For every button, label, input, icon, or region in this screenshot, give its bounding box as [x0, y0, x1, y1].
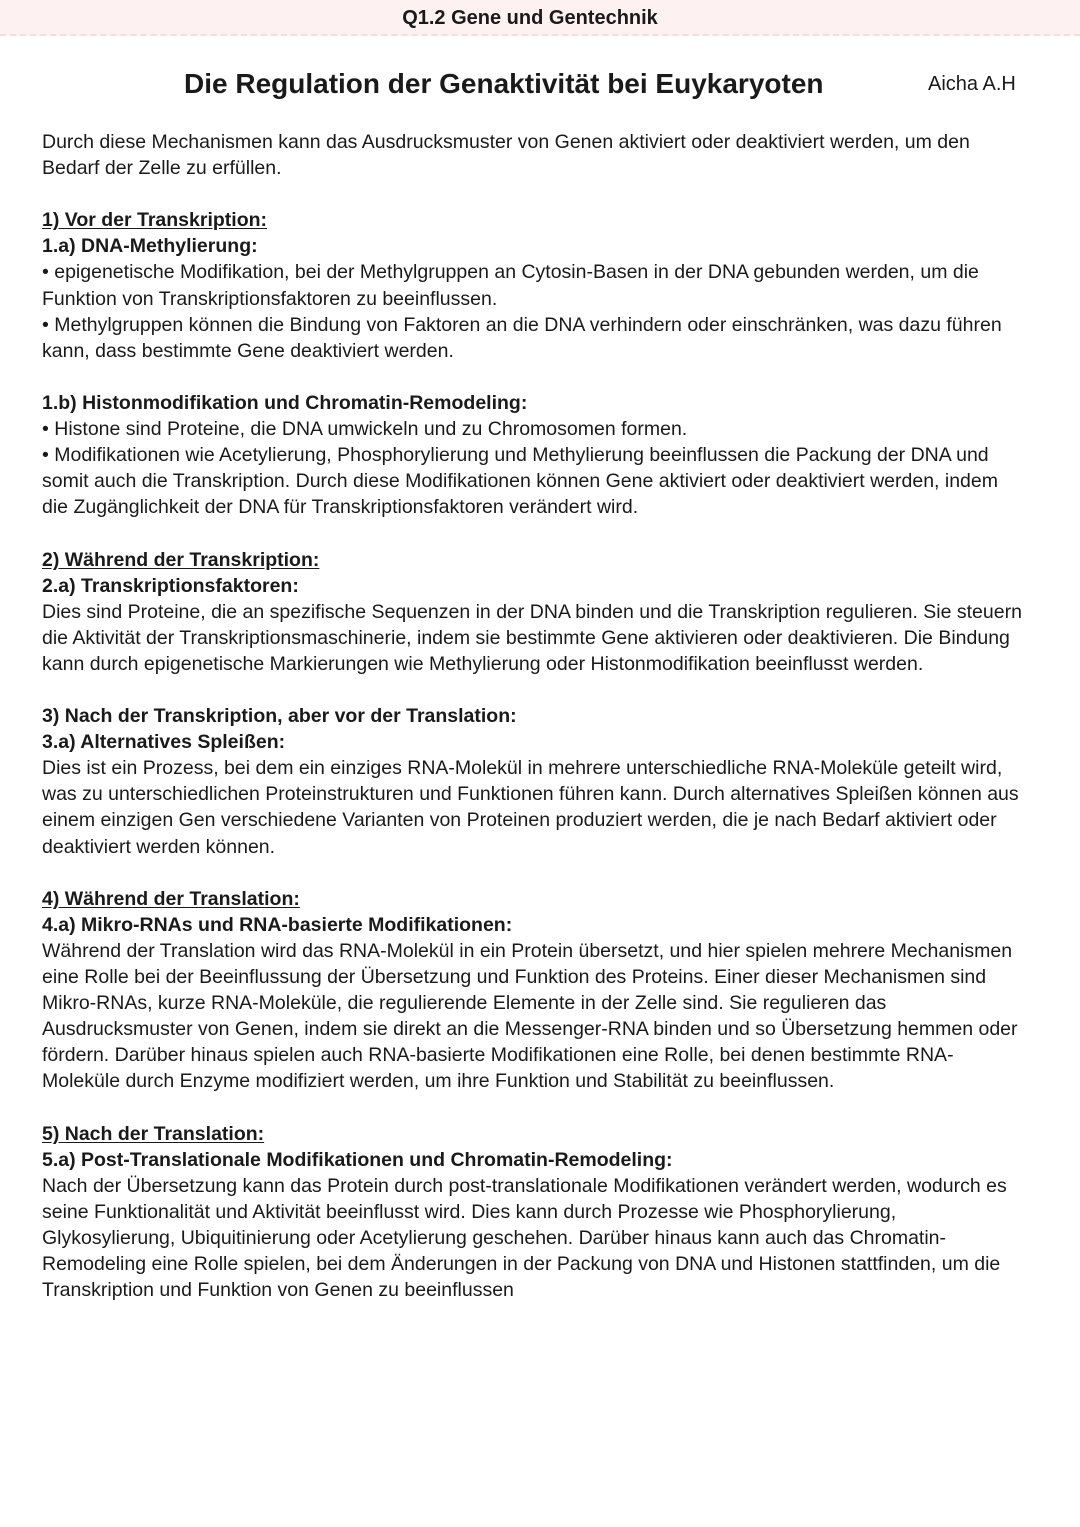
section-1b-bullet-1: • Histone sind Proteine, die DNA umwickeln und zu Chromosomen formen. — [42, 418, 688, 441]
section-2a-text: Dies sind Proteine, die an spezifische Sequenzen in der DNA binden und die Transkription regulieren. Sie steuern die Aktivität der Transkriptionsmaschinerie, indem sie bestimmte Gene aktivieren oder deaktivieren. Die Bindung kann durch epigenetische Markierungen wie Methylierung oder Histonmodifikation beeinflusst werden. — [42, 600, 1022, 675]
section-3-heading: 3) Nach der Transkription, aber vor der Translation: — [42, 705, 517, 728]
section-5-heading: 5) Nach der Translation: — [42, 1122, 265, 1145]
section-2a-heading: 2.a) Transkriptionsfaktoren: — [42, 574, 299, 597]
section-1b-heading: 1.b) Histonmodifikation und Chromatin-Remodeling: — [42, 391, 528, 414]
section-1a-bullet-1: • epigenetische Modifikation, bei der Methylgruppen an Cytosin-Basen in der DNA gebunden werden, um die Funktion von Transkriptionsfaktoren zu beeinflussen. — [42, 261, 979, 310]
section-4-heading: 4) Während der Translation: — [42, 887, 300, 910]
section-1-heading: 1) Vor der Transkription: — [42, 209, 268, 232]
section-4a-text: Während der Translation wird das RNA-Molekül in ein Protein übersetzt, und hier spielen mehrere Mechanismen eine Rolle bei der Beeinflussung der Übersetzung und Funktion des Proteins. Einer dieser Mechanismen sind Mikro-RNAs, kurze RNA-Moleküle, die regulierende Elemente in der Zelle sind. Sie regulieren das Ausdrucksmuster von Genen, indem sie direkt an die Messenger-RNA binden und so Übersetzung hemmen oder fördern. Darüber hinaus spielen auch RNA-basierte Modifikationen eine Rolle, bei denen bestimmte RNA-Moleküle durch Enzyme modifiziert werden, um ihre Funktion und Stabilität zu beeinflussen. — [42, 939, 1018, 1093]
header-bar — [0, 0, 1080, 36]
section-2-heading: 2) Während der Transkription: — [42, 548, 320, 571]
section-5a-text: Nach der Übersetzung kann das Protein durch post-translationale Modifikationen verändert werden, wodurch es seine Funktionalität und Aktivität beeinflusst wird. Dies kann durch Prozesse wie Phosphorylierung, Glykosylierung, Ubiquitinierung oder Acetylierung geschehen. Darüber hinaus kann auch das Chromatin-Remodeling eine Rolle spielen, bei dem Änderungen in der Packung von DNA und Histonen stattfinden, um die Transkription und Funktion von Genen zu beeinflussen — [42, 1174, 1007, 1302]
section-1a-heading: 1.a) DNA-Methylierung: — [42, 235, 258, 258]
page-title: Die Regulation der Genaktivität bei Euykaryoten — [184, 68, 824, 99]
section-1a-bullet-2: • Methylgruppen können die Bindung von Faktoren an die DNA verhindern oder einschränken, was dazu führen kann, dass bestimmte Gene deaktiviert werden. — [42, 313, 1002, 362]
section-3a-heading: 3.a) Alternatives Spleißen: — [42, 731, 286, 754]
intro-paragraph: Durch diese Mechanismen kann das Ausdrucksmuster von Genen aktiviert oder deaktiviert werden, um den Bedarf der Zelle zu erfüllen. — [42, 131, 970, 180]
document-body — [42, 129, 1022, 1303]
section-1b-bullet-2: • Modifikationen wie Acetylierung, Phosphorylierung und Methylierung beeinflussen die Packung der DNA und somit auch die Transkription. Durch diese Modifikationen können Gene aktiviert oder deaktiviert werden, indem die Zugänglichkeit der DNA für Transkriptionsfaktoren verändert wird. — [42, 444, 998, 519]
section-4a-heading: 4.a) Mikro-RNAs und RNA-basierte Modifikationen: — [42, 913, 513, 936]
course-title: Q1.2 Gene und Gentechnik — [402, 7, 658, 29]
section-3a-text: Dies ist ein Prozess, bei dem ein einziges RNA-Molekül in mehrere unterschiedliche RNA-Moleküle geteilt wird, was zu unterschiedlichen Proteinstrukturen und Funktionen führen kann. Durch alternatives Spleißen können aus einem einzigen Gen verschiedene Varianten von Proteinen produziert werden, die je nach Bedarf aktiviert oder deaktiviert werden können. — [42, 757, 1019, 858]
section-5a-heading: 5.a) Post-Translationale Modifikationen und Chromatin-Remodeling: — [42, 1148, 673, 1171]
author-name: Aicha A.H — [928, 73, 1016, 95]
